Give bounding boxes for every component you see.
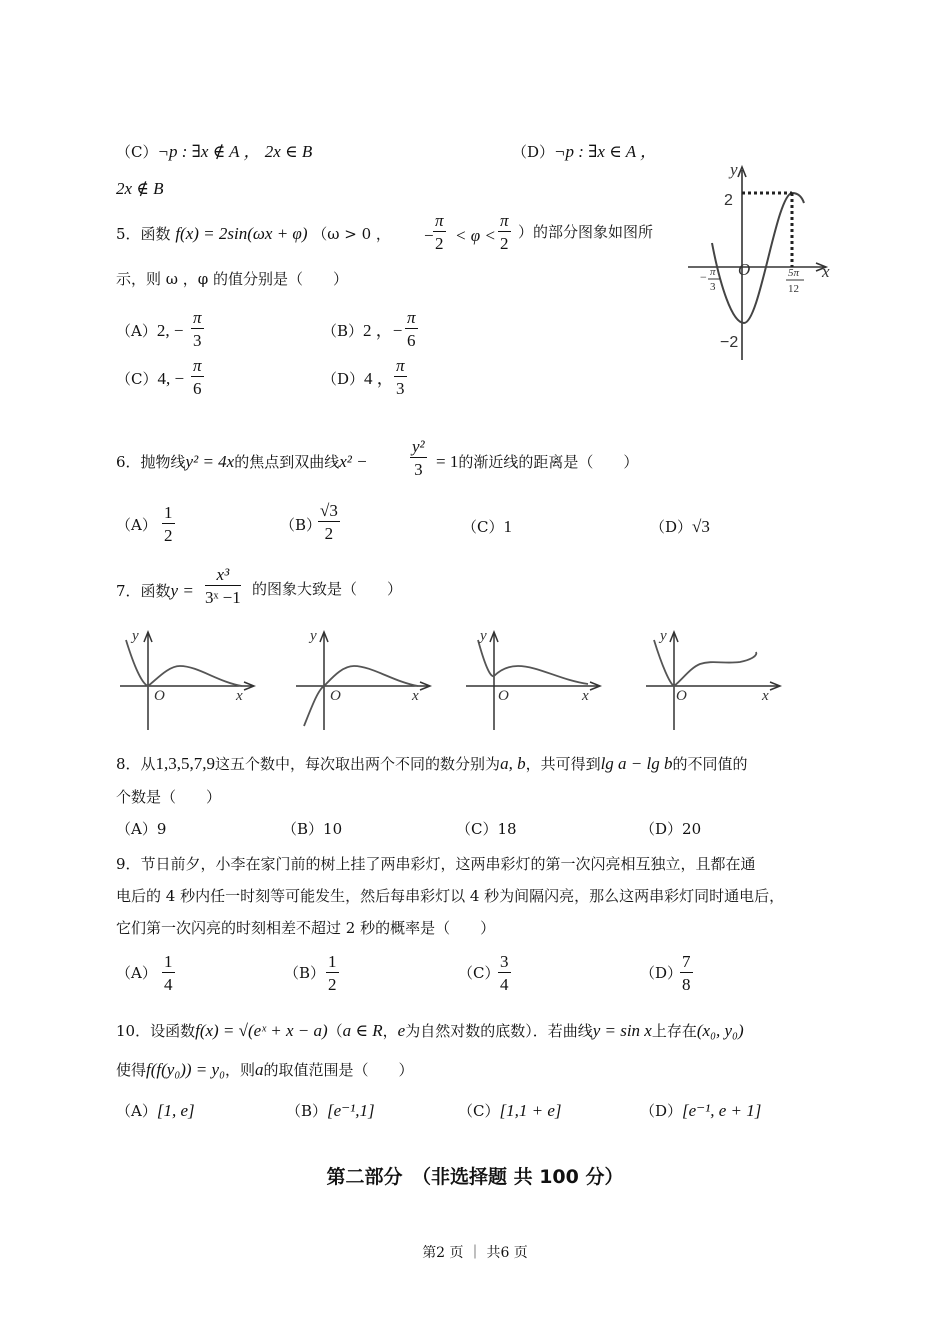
q6-stem bbox=[116, 453, 368, 470]
q6-option-d bbox=[650, 518, 710, 535]
q9-option-b-num: 1 bbox=[328, 952, 337, 971]
q9-option-c-den: 4 bbox=[500, 975, 509, 994]
q5-option-d-label: （D） bbox=[322, 370, 365, 388]
q5-option-c-frac bbox=[191, 357, 204, 397]
q5-option-c bbox=[116, 370, 184, 387]
q9-option-a-label: （A） bbox=[116, 964, 157, 982]
q9-stem-line2: 电后的 4 秒内任一时刻等可能发生，然后每串彩灯以 4 秒为间隔闪亮，那么这两串彩灯同时通电后， bbox=[116, 887, 785, 905]
q7-graph-c-x: x bbox=[582, 688, 589, 704]
q5-graph-right-num: 5π bbox=[788, 267, 800, 279]
q8-option-d: （D）20 bbox=[640, 820, 702, 838]
q8-text-a: 8．从 bbox=[116, 755, 156, 773]
q5-graph-y-label: y bbox=[730, 160, 738, 179]
q4-option-d-label: （D） bbox=[512, 143, 555, 161]
q5-option-b bbox=[322, 322, 402, 339]
q5-frac-num: π bbox=[435, 211, 444, 230]
q10-aR: a ∈ R bbox=[342, 1021, 383, 1040]
q8-stem-line1 bbox=[116, 755, 748, 772]
q7-graph-b-y: y bbox=[310, 628, 317, 644]
q8-text-c: ，共可得到 bbox=[525, 755, 601, 773]
q5-function: f(x) = 2sin(ωx + φ) bbox=[175, 224, 308, 243]
q9-option-b-frac bbox=[326, 953, 339, 993]
q10-option-d-label: （D） bbox=[640, 1102, 683, 1120]
q7-graph-c bbox=[464, 626, 604, 732]
q6-text-a: 6．抛物线 bbox=[116, 453, 186, 471]
q9-option-c-num: 3 bbox=[500, 952, 509, 971]
q8-ab: a, b bbox=[500, 754, 526, 773]
q5-option-d-den: 3 bbox=[396, 379, 405, 398]
q7-graph-c-o: O bbox=[498, 688, 509, 704]
q8-numbers: 1,3,5,7,9 bbox=[155, 754, 216, 773]
q5-cond-mid: < φ < bbox=[455, 226, 496, 245]
q9-option-b-label: （B） bbox=[284, 964, 326, 982]
q9-option-c-label: （C） bbox=[458, 964, 500, 982]
q10-option-d bbox=[640, 1102, 761, 1119]
q9-option-d-frac bbox=[680, 953, 693, 993]
q10-option-b-label: （B） bbox=[286, 1102, 328, 1120]
q5-graph-left-sign: − bbox=[700, 270, 707, 284]
q10-text-f: 使得 bbox=[116, 1061, 147, 1079]
q8-lg: lg a − lg b bbox=[600, 754, 673, 773]
q6-option-b-den: 2 bbox=[324, 524, 334, 543]
q6-option-b-num: √3 bbox=[320, 501, 338, 520]
q5-frac-neg-pi-2 bbox=[433, 212, 446, 252]
q6-parabola: y² = 4x bbox=[185, 452, 235, 471]
q4-option-d-math: ¬p : ∃x ∈ A ， bbox=[554, 142, 658, 161]
q5-frac-pi-2 bbox=[498, 212, 511, 252]
q8-option-c: （C）18 bbox=[456, 820, 517, 838]
q10-function: f(x) = √(eˣ + x − a) bbox=[195, 1021, 328, 1040]
q7-graph-b bbox=[294, 626, 434, 732]
q5-option-a-label: （A） bbox=[116, 322, 157, 340]
q5-option-a-num: π bbox=[193, 308, 202, 327]
q6-stem-end bbox=[436, 453, 638, 470]
q9-option-a-den: 4 bbox=[164, 975, 173, 994]
q9-option-c-frac bbox=[498, 953, 511, 993]
q10-stem-line1 bbox=[116, 1022, 744, 1039]
q5-option-b-value: 2 ，− bbox=[363, 321, 403, 340]
q7-text-a: 7．函数 bbox=[116, 582, 171, 600]
q10-a: a bbox=[255, 1060, 264, 1079]
q5-sine-graph bbox=[684, 155, 834, 367]
q9-option-d-den: 8 bbox=[682, 975, 691, 994]
q6-option-a-frac bbox=[162, 504, 175, 544]
q5-condition: （ω > 0 ， bbox=[312, 225, 391, 243]
q5-frac2-den: 2 bbox=[500, 234, 509, 253]
q6-option-a-num: 1 bbox=[164, 503, 173, 522]
q5-cond-minus: − bbox=[424, 226, 434, 245]
q6-hyperbola-lhs: x² − bbox=[339, 452, 368, 471]
q7-graph-d-y: y bbox=[660, 628, 667, 644]
q6-option-b-frac bbox=[318, 502, 340, 542]
q9-stem-line3: 它们第一次闪亮的时刻相差不超过 2 秒的概率是（ ） bbox=[116, 919, 496, 937]
q5-option-d bbox=[322, 370, 394, 387]
q5-number: 5．函数 bbox=[116, 225, 171, 243]
q5-graph-x-label: x bbox=[822, 262, 830, 281]
q10-text-d: 为自然对数的底数）．若曲线 bbox=[405, 1022, 593, 1040]
q10-option-d-value: [e⁻¹, e + 1] bbox=[682, 1101, 762, 1120]
q5-graph-left-num: π bbox=[710, 266, 716, 278]
q8-option-b: （B）10 bbox=[282, 820, 343, 838]
q5-option-a-value: 2, − bbox=[156, 321, 184, 340]
q7-graph-a-x: x bbox=[236, 688, 243, 704]
q10-option-c-value: [1,1 + e] bbox=[499, 1101, 562, 1120]
q5-cond-end: ）的部分图象如图所 bbox=[518, 223, 654, 241]
q10-text-b: （ bbox=[327, 1022, 343, 1040]
q5-option-c-label: （C） bbox=[116, 370, 158, 388]
q5-option-a-den: 3 bbox=[193, 331, 202, 350]
q7-graph-a bbox=[118, 626, 258, 732]
q4-option-c bbox=[116, 143, 312, 160]
q5-stem-line1 bbox=[116, 225, 391, 242]
q10-text-h: 的取值范围是（ ） bbox=[263, 1061, 414, 1079]
q5-graph-curve bbox=[712, 193, 804, 323]
q10-text-g: ，则 bbox=[225, 1061, 256, 1079]
q10-option-c bbox=[458, 1102, 561, 1119]
q7-stem-b: 的图象大致是（ ） bbox=[252, 580, 403, 598]
q6-eq1: = 1 bbox=[436, 452, 459, 471]
q10-option-b bbox=[286, 1102, 375, 1119]
q4-option-d-continued: 2x ∉ B bbox=[116, 179, 164, 198]
q5-frac2-num: π bbox=[500, 211, 509, 230]
q5-stem-line2: 示，则 ω ，φ 的值分别是（ ） bbox=[116, 270, 349, 288]
q7-graph-d-o: O bbox=[676, 688, 687, 704]
q7-frac-num: x³ bbox=[205, 566, 241, 586]
q7-frac-den: 3ˣ −1 bbox=[205, 588, 241, 607]
q10-text-c: ， bbox=[382, 1022, 398, 1040]
q5-option-c-value: 4, − bbox=[157, 369, 185, 388]
q7-ylhs: y = bbox=[170, 581, 194, 600]
q5-option-c-num: π bbox=[193, 356, 202, 375]
q4-option-d bbox=[512, 143, 657, 160]
q9-option-d-num: 7 bbox=[682, 952, 691, 971]
q5-graph-right-den: 12 bbox=[788, 283, 799, 295]
q5-graph-origin: O bbox=[738, 260, 751, 279]
q6-hyperbola-frac bbox=[410, 438, 427, 478]
q5-option-b-num: π bbox=[407, 308, 416, 327]
q5-option-d-frac bbox=[394, 357, 407, 397]
q6-text-c: 的渐近线的距离是（ ） bbox=[458, 453, 639, 471]
section-title: 第二部分 （非选择题 共 100 分） bbox=[326, 1166, 624, 1188]
q5-option-d-value: 4 ， bbox=[364, 369, 394, 388]
q6-option-d-value: √3 bbox=[692, 517, 710, 536]
q4-option-c-math: ¬p : ∃x ∉ A ， 2x ∈ B bbox=[157, 142, 313, 161]
q9-option-d-label: （D） bbox=[640, 964, 683, 982]
q6-option-c-label: （C） bbox=[462, 518, 504, 536]
q6-option-c-value: 1 bbox=[503, 517, 512, 536]
q7-graph-c-y: y bbox=[480, 628, 487, 644]
q8-text-b: 这五个数中，每次取出两个不同的数分别为 bbox=[215, 755, 501, 773]
q9-option-b-den: 2 bbox=[328, 975, 337, 994]
q6-option-b-label: （B） bbox=[280, 516, 322, 534]
q7-graph-a-o: O bbox=[154, 688, 165, 704]
q5-option-a-frac bbox=[191, 309, 204, 349]
q7-stem-a bbox=[116, 582, 194, 599]
q10-text-e: 上存在 bbox=[651, 1022, 697, 1040]
q6-hyper-num: y² bbox=[412, 437, 425, 456]
q10-option-c-label: （C） bbox=[458, 1102, 500, 1120]
q10-curve: y = sin x bbox=[592, 1021, 652, 1040]
q10-condition: f(f(y₀)) = y₀ bbox=[146, 1060, 225, 1079]
q8-option-a: （A）9 bbox=[116, 820, 167, 838]
q5-graph-tick-neg2: −2 bbox=[720, 334, 739, 351]
q5-option-b-frac bbox=[405, 309, 418, 349]
page-footer: 第2 页 ｜ 共6 页 bbox=[422, 1245, 528, 1261]
q5-option-c-den: 6 bbox=[193, 379, 202, 398]
q6-hyper-den: 3 bbox=[414, 460, 423, 479]
q10-option-a-value: [1, e] bbox=[156, 1101, 195, 1120]
q5-graph-tick-2: 2 bbox=[724, 192, 733, 209]
q4-option-c-label: （C） bbox=[116, 143, 158, 161]
q7-graph-d-x: x bbox=[762, 688, 769, 704]
q7-graph-d bbox=[644, 626, 784, 732]
q9-option-a-frac bbox=[162, 953, 175, 993]
q10-stem-line2 bbox=[116, 1061, 414, 1078]
q10-point: (x₀, y₀) bbox=[696, 1021, 744, 1040]
q5-graph-left-den: 3 bbox=[710, 281, 716, 293]
q7-graph-b-o: O bbox=[330, 688, 341, 704]
q8-stem-line2: 个数是（ ） bbox=[116, 788, 222, 806]
q5-option-b-label: （B） bbox=[322, 322, 364, 340]
q6-option-a-label: （A） bbox=[116, 516, 157, 534]
q6-option-a-den: 2 bbox=[164, 526, 173, 545]
q10-e: e bbox=[397, 1021, 406, 1040]
q8-text-d: 的不同值的 bbox=[672, 755, 748, 773]
q7-frac bbox=[205, 566, 241, 606]
q10-option-a bbox=[116, 1102, 195, 1119]
q6-text-b: 的焦点到双曲线 bbox=[234, 453, 340, 471]
q9-option-a-num: 1 bbox=[164, 952, 173, 971]
q9-stem-line1: 9．节日前夕，小李在家门前的树上挂了两串彩灯，这两串彩灯的第一次闪亮相互独立，且都在通 bbox=[116, 855, 756, 873]
q6-option-c bbox=[462, 518, 512, 535]
q5-frac-den: 2 bbox=[435, 234, 444, 253]
q7-graph-b-x: x bbox=[412, 688, 419, 704]
q5-option-d-num: π bbox=[396, 356, 405, 375]
q6-option-d-label: （D） bbox=[650, 518, 693, 536]
q5-option-a bbox=[116, 322, 183, 339]
q5-option-b-den: 6 bbox=[407, 331, 416, 350]
q10-option-b-value: [e⁻¹,1] bbox=[327, 1101, 375, 1120]
q10-text-a: 10．设函数 bbox=[116, 1022, 196, 1040]
q7-graph-a-y: y bbox=[132, 628, 139, 644]
q10-option-a-label: （A） bbox=[116, 1102, 157, 1120]
